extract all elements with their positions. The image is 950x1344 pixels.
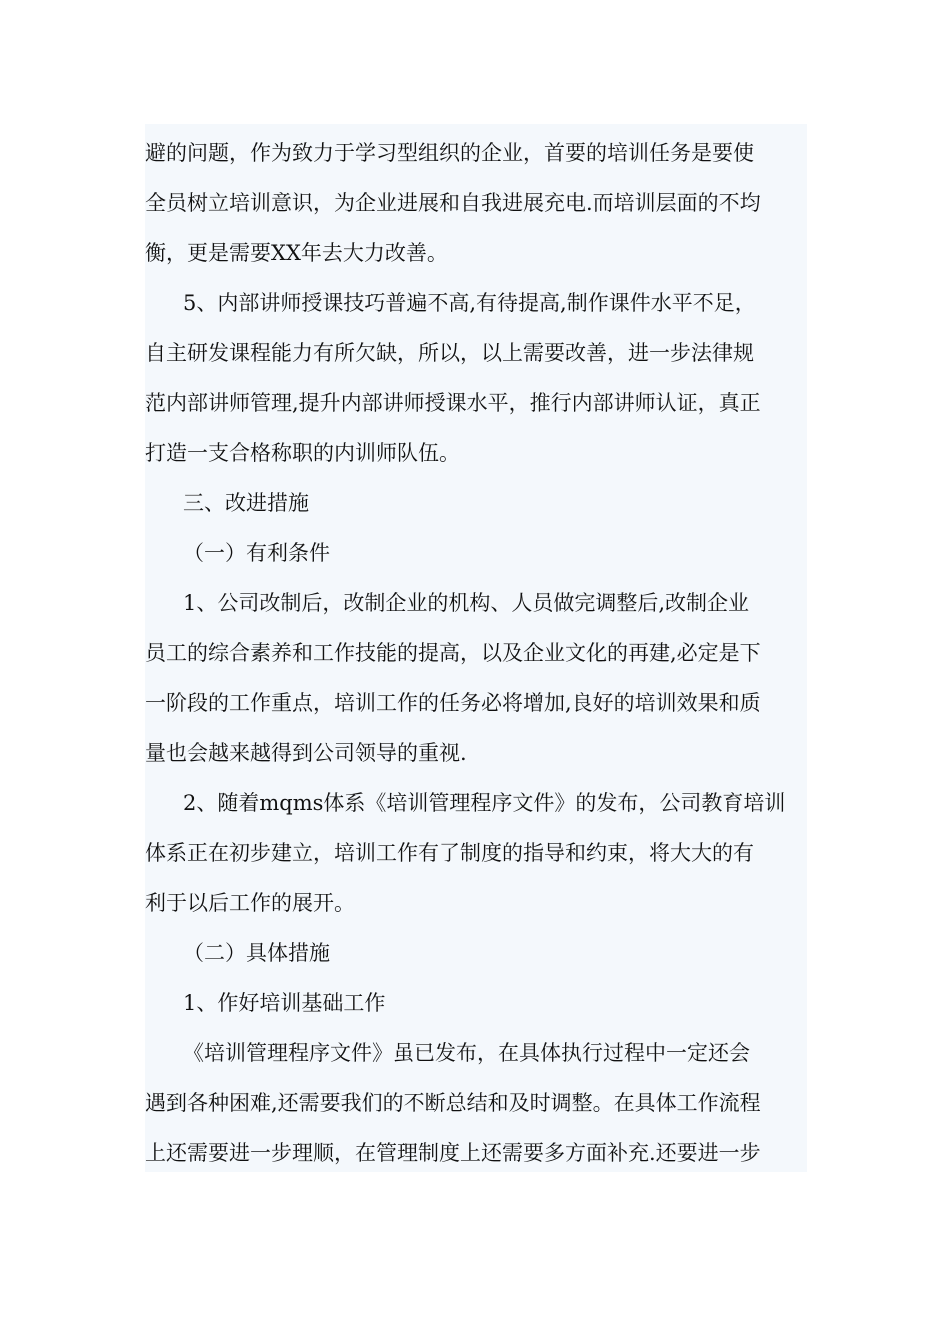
- text-line: 范内部讲师管理,提升内部讲师授课水平，推行内部讲师认证，真正: [145, 391, 761, 415]
- text-line: 体系正在初步建立，培训工作有了制度的指导和约束，将大大的有: [145, 841, 754, 865]
- paragraph-5-line: 5、内部讲师授课技巧普遍不高,有待提高,制作课件水平不足，: [183, 291, 756, 315]
- text-line: 避的问题，作为致力于学习型组织的企业，首要的培训任务是要使: [145, 141, 754, 165]
- document-body: [145, 124, 807, 1172]
- section-heading-3: 三、改进措施: [183, 491, 309, 515]
- paragraph-1-line: 1、公司改制后，改制企业的机构、人员做完调整后,改制企业: [183, 591, 750, 615]
- text-line: 全员树立培训意识，为企业进展和自我进展充电.而培训层面的不均: [145, 191, 761, 215]
- text-line: 遇到各种困难,还需要我们的不断总结和及时调整。在具体工作流程: [145, 1091, 761, 1115]
- text-line: 量也会越来越得到公司领导的重视.: [145, 741, 467, 765]
- subheading-2: （二）具体措施: [183, 941, 330, 965]
- text-line: 上还需要进一步理顺，在管理制度上还需要多方面补充.还要进一步: [145, 1141, 761, 1165]
- item-heading-1: 1、作好培训基础工作: [183, 991, 386, 1015]
- text-line: 自主研发课程能力有所欠缺，所以，以上需要改善，进一步法律规: [145, 341, 754, 365]
- paragraph-2-line: 2、随着mqms体系《培训管理程序文件》的发布，公司教育培训: [183, 791, 786, 815]
- text-line: 一阶段的工作重点，培训工作的任务必将增加,良好的培训效果和质: [145, 691, 761, 715]
- subheading-1: （一）有利条件: [183, 541, 330, 565]
- text-line: 利于以后工作的展开。: [145, 891, 355, 915]
- paragraph-line: 《培训管理程序文件》虽已发布，在具体执行过程中一定还会: [183, 1041, 750, 1065]
- text-line: 衡，更是需要XX年去大力改善。: [145, 241, 448, 265]
- text-line: 打造一支合格称职的内训师队伍。: [145, 441, 460, 465]
- text-line: 员工的综合素养和工作技能的提高，以及企业文化的再建,必定是下: [145, 641, 761, 665]
